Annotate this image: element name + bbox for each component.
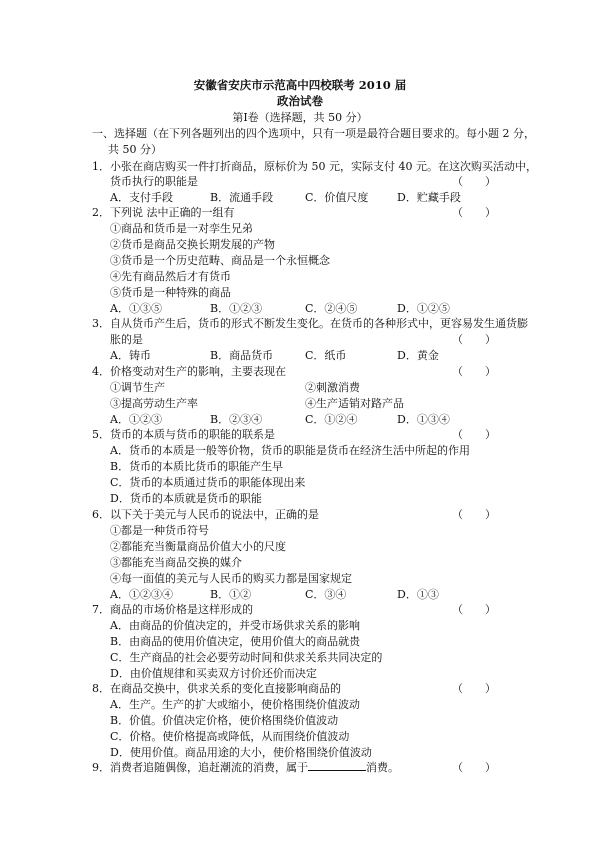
question-number: 8． bbox=[92, 682, 110, 695]
option: B．①②③ bbox=[210, 302, 263, 315]
option: A．货币的本质是一般等价物，货币的职能是货币在经济生活中所起的作用 bbox=[110, 444, 470, 457]
option: C．②④⑤ bbox=[305, 302, 358, 315]
question-stem: 货币的本质与货币的职能的联系是 bbox=[110, 428, 275, 441]
exam-title: 安徽省安庆市示范高中四校联考 2010 届 bbox=[193, 78, 407, 92]
option: A．①②③④ bbox=[110, 588, 173, 601]
option: C．价值尺度 bbox=[305, 191, 369, 204]
option: A．由商品的价值决定的，并受市场供求关系的影响 bbox=[110, 619, 360, 632]
answer-bracket: （ ） bbox=[452, 365, 496, 378]
question-stem: 自从货币产生后，货币的形式不断发生变化。在货币的各种形式中，更容易发生通货膨 bbox=[110, 317, 528, 330]
option: C．价格。使价格提高或降低，从而围绕价值波动 bbox=[110, 730, 350, 743]
question-stem: 商品的市场价格是这样形成的 bbox=[110, 603, 253, 616]
answer-bracket: （ ） bbox=[452, 175, 496, 188]
statement: ⑤货币是一种特殊的商品 bbox=[110, 286, 231, 299]
statement: ①商品和货币是一对孪生兄弟 bbox=[110, 222, 253, 235]
option: B．商品货币 bbox=[210, 349, 274, 362]
option: B．货币的本质比货币的职能产生早 bbox=[110, 460, 284, 473]
question-stem: 价格变动对生产的影响，主要表现在 bbox=[110, 365, 286, 378]
question-stem: 胀的是 bbox=[110, 333, 143, 346]
answer-bracket: （ ） bbox=[452, 428, 496, 441]
answer-bracket: （ ） bbox=[452, 682, 496, 695]
statement: ②刺激消费 bbox=[305, 381, 360, 394]
statement: ③都能充当商品交换的媒介 bbox=[110, 556, 242, 569]
answer-bracket: （ ） bbox=[452, 333, 496, 346]
option: D．使用价值。商品用途的大小，使价格围绕价值波动 bbox=[110, 746, 372, 759]
option: C．纸币 bbox=[305, 349, 347, 362]
option: A．①③⑤ bbox=[110, 302, 162, 315]
question-number: 1． bbox=[92, 160, 110, 173]
option: A．生产。生产的扩大或缩小，使价格围绕价值波动 bbox=[110, 698, 360, 711]
question-number: 5． bbox=[92, 428, 110, 441]
question-number: 3． bbox=[92, 317, 110, 330]
option: D．货币的本质就是货币的职能 bbox=[110, 492, 262, 505]
option: C．③④ bbox=[305, 588, 347, 601]
section-heading: 一、选择题（在下列各题列出的四个选项中，只有一项是最符合题目要求的。每小题 2 分， bbox=[92, 127, 535, 140]
option: D．①③ bbox=[397, 588, 439, 601]
statement: ②货币是商品交换长期发展的产物 bbox=[110, 238, 275, 251]
statement: ④生产适销对路产品 bbox=[305, 397, 404, 410]
question-stem: 以下关于美元与人民币的说法中，正确的是 bbox=[110, 508, 319, 521]
option: D．贮藏手段 bbox=[397, 191, 461, 204]
question-number: 9． bbox=[92, 761, 110, 774]
statement: ④先有商品然后才有货币 bbox=[110, 270, 231, 283]
option: D．①③④ bbox=[397, 413, 450, 426]
statement: ②都能充当衡量商品价值大小的尺度 bbox=[110, 540, 286, 553]
option: A．铸币 bbox=[110, 349, 151, 362]
answer-bracket: （ ） bbox=[452, 206, 496, 219]
volume-heading: 第Ⅰ卷（选择题，共 50 分） bbox=[232, 111, 368, 124]
question-stem bbox=[110, 760, 399, 775]
question-number: 6． bbox=[92, 508, 110, 521]
option: B．流通手段 bbox=[210, 191, 274, 204]
question-number: 4． bbox=[92, 365, 110, 378]
option: D．①②⑤ bbox=[397, 302, 450, 315]
option: B．价值。价值决定价格，使价格围绕价值波动 bbox=[110, 714, 339, 727]
statement: ①调节生产 bbox=[110, 381, 165, 394]
question-number: 2． bbox=[92, 206, 110, 219]
question-number: 7． bbox=[92, 603, 110, 616]
statement: ③提高劳动生产率 bbox=[110, 397, 198, 410]
statement: ①都是一种货币符号 bbox=[110, 524, 209, 537]
option: B．①② bbox=[210, 588, 252, 601]
answer-bracket: （ ） bbox=[452, 508, 496, 521]
question-stem: 货币执行的职能是 bbox=[110, 175, 198, 188]
question-stem: 小张在商店购买一件打折商品，原标价为 50 元，实际支付 40 元。在这次购买活动中， bbox=[110, 160, 537, 173]
question-stem: 下列说 法中正确的一组有 bbox=[110, 206, 235, 219]
statement: ③货币是一个历史范畴、商品是一个永恒概念 bbox=[110, 254, 330, 267]
exam-subject: 政治试卷 bbox=[277, 94, 323, 108]
section-heading-cont: 共 50 分） bbox=[108, 143, 162, 156]
option: B．由商品的使用价值决定，使用价值大的商品就贵 bbox=[110, 635, 361, 648]
answer-bracket: （ ） bbox=[452, 761, 496, 774]
option: D．由价值规律和买卖双方讨价还价而决定 bbox=[110, 667, 317, 680]
option: B．②③④ bbox=[210, 413, 263, 426]
statement: ④每一面值的美元与人民币的购买力都是国家规定 bbox=[110, 572, 352, 585]
option: C．生产商品的社会必要劳动时间和供求关系共同决定的 bbox=[110, 651, 383, 664]
stem-before-blank: 消费者追随偶像，追赶潮流的消费，属于 bbox=[110, 761, 308, 774]
answer-bracket: （ ） bbox=[452, 603, 496, 616]
stem-after-blank: 消费。 bbox=[366, 761, 399, 774]
option: C．①②④ bbox=[305, 413, 358, 426]
option: A．①②③ bbox=[110, 413, 162, 426]
question-stem: 在商品交换中，供求关系的变化直接影响商品的 bbox=[110, 682, 341, 695]
fill-in-blank bbox=[308, 760, 366, 771]
option: C．货币的本质通过货币的职能体现出来 bbox=[110, 476, 306, 489]
option: D．黄金 bbox=[397, 349, 439, 362]
option: A．支付手段 bbox=[110, 191, 173, 204]
